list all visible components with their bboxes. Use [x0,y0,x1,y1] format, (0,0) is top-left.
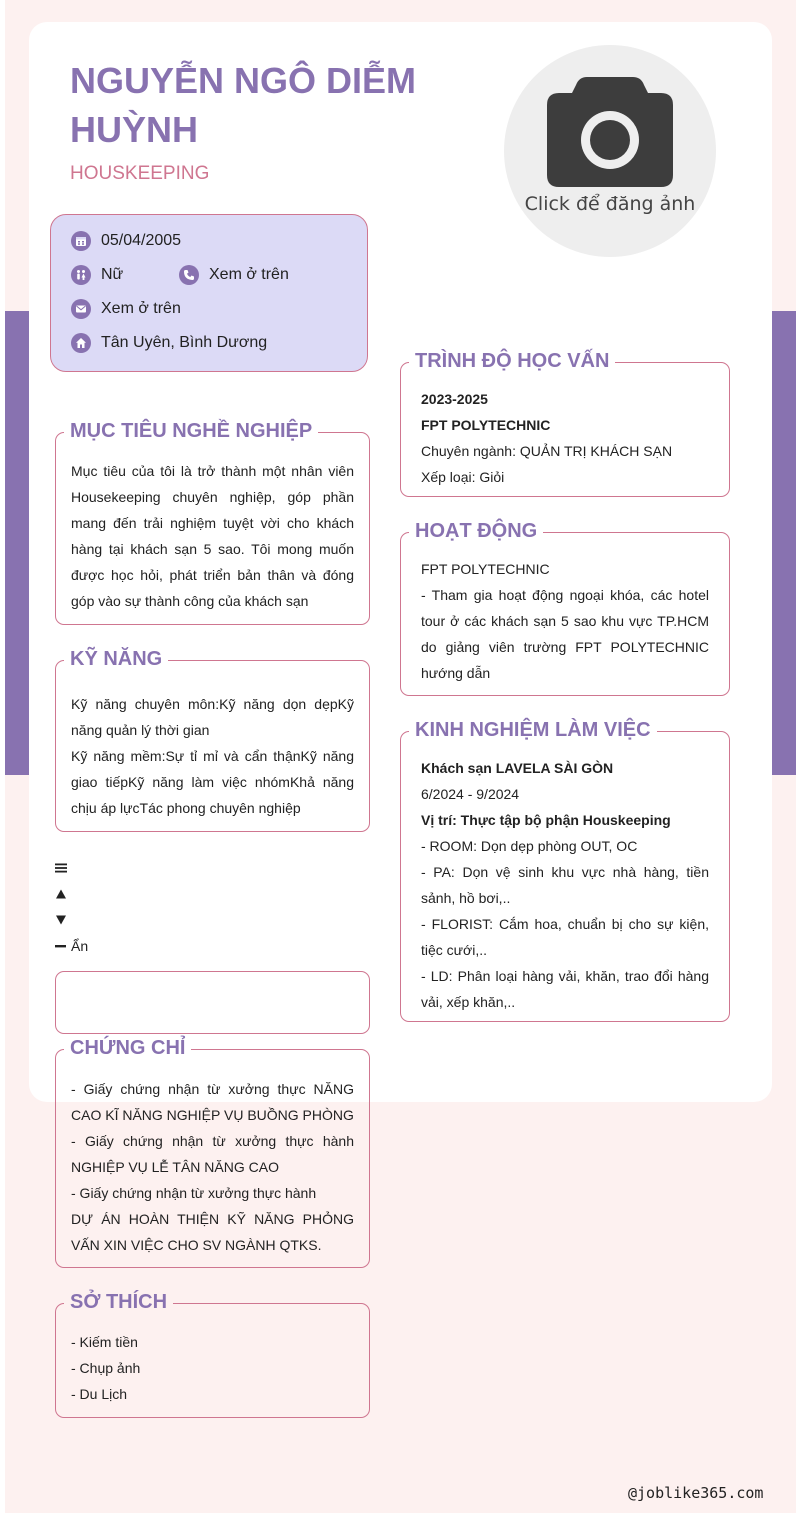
left-accent-band [5,311,29,775]
certificate-item: - Giấy chứng nhận từ xưởng thực hành [71,1185,317,1201]
activities-title: HOẠT ĐỘNG [409,519,543,543]
experience-position: Vị trí: Thực tập bộ phận Houskeeping [421,812,671,828]
education-title: TRÌNH ĐỘ HỌC VẤN [409,349,615,373]
experience-period: 6/2024 - 9/2024 [421,786,520,802]
minus-icon [55,940,67,952]
watermark: @joblike365.com [628,1484,764,1502]
experience-duty: - FLORIST: Cắm hoa, chuẩn bị cho sự kiện, tiệc cưới,.. [421,916,709,958]
birthday-value: 05/04/2005 [101,232,182,249]
experience-details [421,755,709,1015]
hobbies-title: SỞ THÍCH [64,1290,173,1314]
right-accent-band [772,311,796,775]
hide-button[interactable] [55,933,88,959]
certificates-title: CHỨNG CHỈ [64,1036,191,1060]
experience-duty: - ROOM: Dọn dẹp phòng OUT, OC [421,838,638,854]
experience-duty: - LD: Phân loại hàng vải, khăn, trao đổi hàng vải, xếp khăn,.. [421,968,709,1010]
education-major: Chuyên ngành: QUẢN TRỊ KHÁCH SẠN [421,443,673,459]
candidate-name[interactable]: NGUYỄN NGÔ DIỄM HUỲNH [70,60,417,150]
address-value: Tân Uyên, Bình Dương [101,334,268,351]
certificate-item: DỰ ÁN HOÀN THIỆN KỸ NĂNG PHỎNG VẤN XIN VIỆC CHO SV NGÀNH QTKS. [71,1211,354,1253]
education-rank: Xếp loại: Giỏi [421,469,505,485]
certificates-list [71,1076,354,1258]
skill-item: Kỹ năng mềm:Sự tỉ mỉ và cẩn thậnKỹ năng giao tiếpKỹ năng làm việc nhómKhả năng chịu áp lựcTác phong chuyên nghiệp [71,748,354,816]
gender-icon [71,265,91,285]
avatar-upload-label: Click để đăng ảnh [524,193,696,215]
activities-section[interactable] [400,520,730,696]
home-icon [71,333,91,353]
phone-icon [179,265,199,285]
calendar-icon [71,231,91,251]
skills-section[interactable] [55,648,370,832]
activity-org: FPT POLYTECHNIC [421,561,550,577]
hide-label: Ẩn [71,938,89,954]
address-row[interactable] [71,333,267,353]
skills-title: KỸ NĂNG [64,647,168,671]
mail-icon [71,299,91,319]
contact-info-box [50,214,368,372]
education-section[interactable] [400,350,730,497]
certificate-item: - Giấy chứng nhận từ xưởng thực NĂNG CAO KĨ NĂNG NGHIỆP VỤ BUỒNG PHÒNG [71,1081,354,1123]
education-details [421,386,709,490]
menu-button[interactable] [55,855,88,881]
section-toolbar [55,855,88,959]
activities-details [421,556,709,686]
hobby-item: - Du Lịch [71,1386,128,1402]
arrow-up-icon [55,888,67,900]
avatar-upload[interactable] [504,45,716,257]
arrow-down-icon [55,914,67,926]
hobbies-section[interactable] [55,1291,370,1418]
activity-text: - Tham gia hoạt động ngoại khóa, các hotel tour ở các khách sạn 5 sao khu vực TP.HCM do giảng viên trường FPT POLYTECHNIC hướng dẫn [421,587,709,681]
objective-text: Mục tiêu của tôi là trở thành một nhân viên Housekeeping chuyên nghiệp, góp phần mang đến trải nghiệm tuyệt vời cho khách hàng tại khách sạn 5 sao. Tôi mong muốn được học hỏi, phát triển bản thân và đóng góp vào sự thành công của khách sạn [71,463,354,609]
experience-duty: - PA: Dọn vệ sinh khu vực nhà hàng, tiền sảnh, hồ bơi,.. [421,864,709,906]
move-up-button[interactable] [55,881,88,907]
camera-icon [547,77,673,187]
gender-row[interactable] [71,265,123,285]
job-title[interactable]: HOUSKEEPING [70,163,210,184]
gender-value: Nữ [101,266,124,283]
certificates-section[interactable] [55,1037,370,1268]
experience-title: KINH NGHIỆM LÀM VIỆC [409,718,657,742]
hobby-item: - Chụp ảnh [71,1360,141,1376]
empty-section[interactable] [55,971,370,1034]
phone-row[interactable] [179,265,289,285]
email-value: Xem ở trên [101,300,181,317]
menu-icon [55,862,67,874]
skills-list [71,691,354,821]
certificate-item: - Giấy chứng nhận từ xưởng thực hành NGHIỆP VỤ LỄ TÂN NĂNG CAO [71,1133,354,1175]
objective-section[interactable] [55,420,370,625]
birthday-row[interactable] [71,231,181,251]
email-row[interactable] [71,299,181,319]
hobby-item: - Kiếm tiền [71,1334,138,1350]
education-school: FPT POLYTECHNIC [421,417,551,433]
experience-company: Khách sạn LAVELA SÀI GÒN [421,760,614,776]
experience-section[interactable] [400,719,730,1022]
phone-value: Xem ở trên [209,266,289,283]
education-period: 2023-2025 [421,391,488,407]
objective-title: MỤC TIÊU NGHỀ NGHIỆP [64,419,318,443]
skill-item: Kỹ năng chuyên môn:Kỹ năng dọn dẹpKỹ năng quản lý thời gian [71,696,354,738]
hobbies-list [71,1329,354,1407]
move-down-button[interactable] [55,907,88,933]
